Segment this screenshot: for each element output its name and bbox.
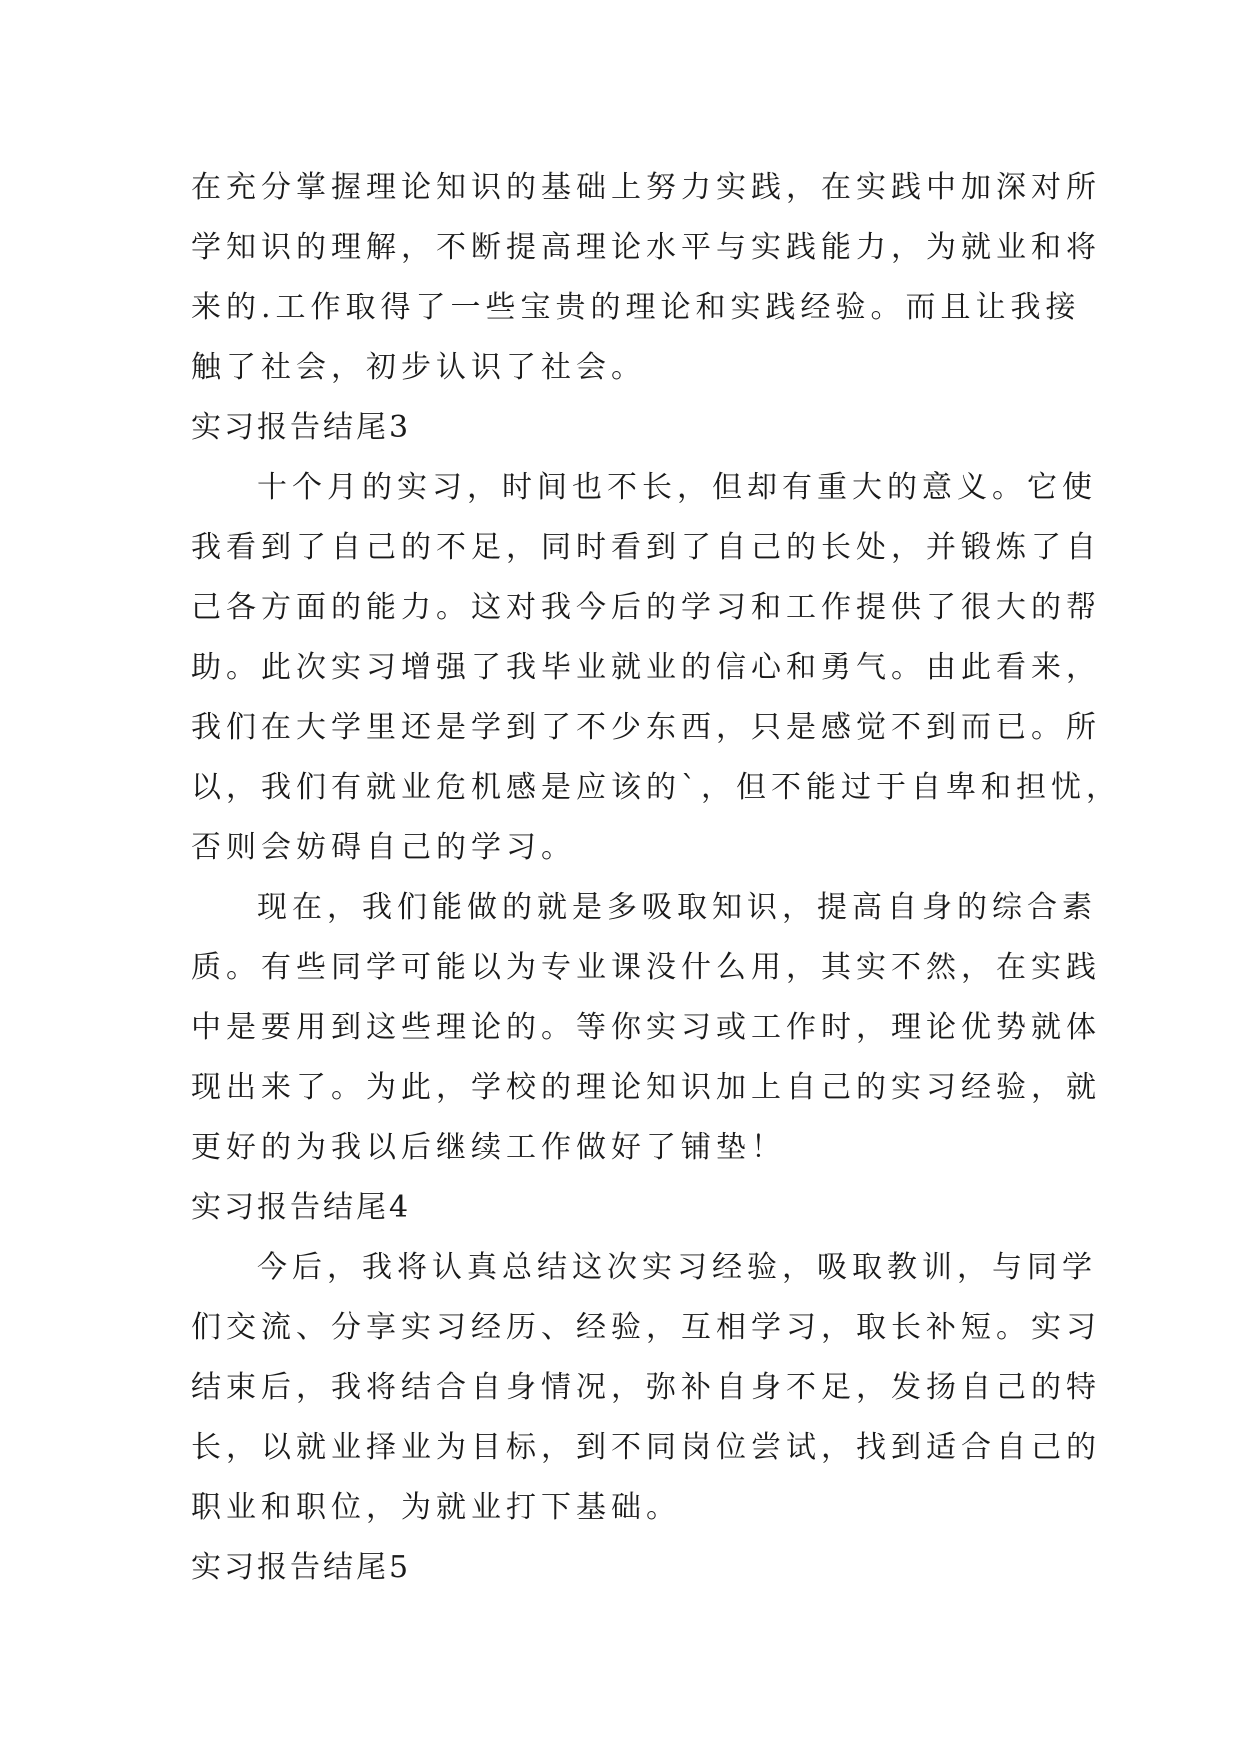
- paragraph-line: 现在，我们能做的就是多吸取知识，提高自身的综合素: [257, 890, 1097, 925]
- paragraph-line: 长，以就业择业为目标，到不同岗位尝试，找到适合自己的: [191, 1430, 1101, 1465]
- paragraph-line: 在充分掌握理论知识的基础上努力实践，在实践中加深对所: [191, 170, 1101, 205]
- paragraph-line: 触了社会，初步认识了社会。: [191, 350, 646, 385]
- paragraph-line: 现出来了。为此，学校的理论知识加上自己的实习经验，就: [191, 1070, 1101, 1105]
- paragraph-line: 结束后，我将结合自身情况，弥补自身不足，发扬自己的特: [191, 1370, 1101, 1405]
- paragraph-line: 十个月的实习，时间也不长，但却有重大的意义。它使: [257, 470, 1097, 505]
- section-4-heading: 实习报告结尾4: [191, 1190, 412, 1225]
- section-3-heading: 实习报告结尾3: [191, 410, 412, 445]
- section-3-paragraph-1: [191, 458, 1121, 878]
- paragraph-line: 们交流、分享实习经历、经验，互相学习，取长补短。实习: [191, 1310, 1101, 1345]
- paragraph-line: 我们在大学里还是学到了不少东西，只是感觉不到而已。所: [191, 710, 1101, 745]
- paragraph-line: 学知识的理解，不断提高理论水平与实践能力，为就业和将: [191, 230, 1101, 265]
- paragraph-line: 来的.工作取得了一些宝贵的理论和实践经验。而且让我接: [191, 290, 1081, 325]
- intro-paragraph: [191, 158, 1101, 398]
- paragraph-line: 否则会妨碍自己的学习。: [191, 830, 576, 865]
- paragraph-line: 助。此次实习增强了我毕业就业的信心和勇气。由此看来，: [191, 650, 1101, 685]
- section-4-paragraph-1: [191, 1238, 1101, 1538]
- paragraph-line: 今后，我将认真总结这次实习经验，吸取教训，与同学: [257, 1250, 1097, 1285]
- paragraph-line: 我看到了自己的不足，同时看到了自己的长处，并锻炼了自: [191, 530, 1101, 565]
- paragraph-line: 己各方面的能力。这对我今后的学习和工作提供了很大的帮: [191, 590, 1101, 625]
- section-5-heading: 实习报告结尾5: [191, 1550, 412, 1585]
- paragraph-line: 以，我们有就业危机感是应该的`，但不能过于自卑和担忧，: [191, 770, 1121, 805]
- paragraph-line: 中是要用到这些理论的。等你实习或工作时，理论优势就体: [191, 1010, 1101, 1045]
- section-3-paragraph-2: [191, 878, 1101, 1178]
- paragraph-line: 质。有些同学可能以为专业课没什么用，其实不然，在实践: [191, 950, 1101, 985]
- paragraph-line: 职业和职位，为就业打下基础。: [191, 1490, 681, 1525]
- document-body: [191, 158, 1121, 1598]
- paragraph-line: 更好的为我以后继续工作做好了铺垫！: [191, 1130, 786, 1165]
